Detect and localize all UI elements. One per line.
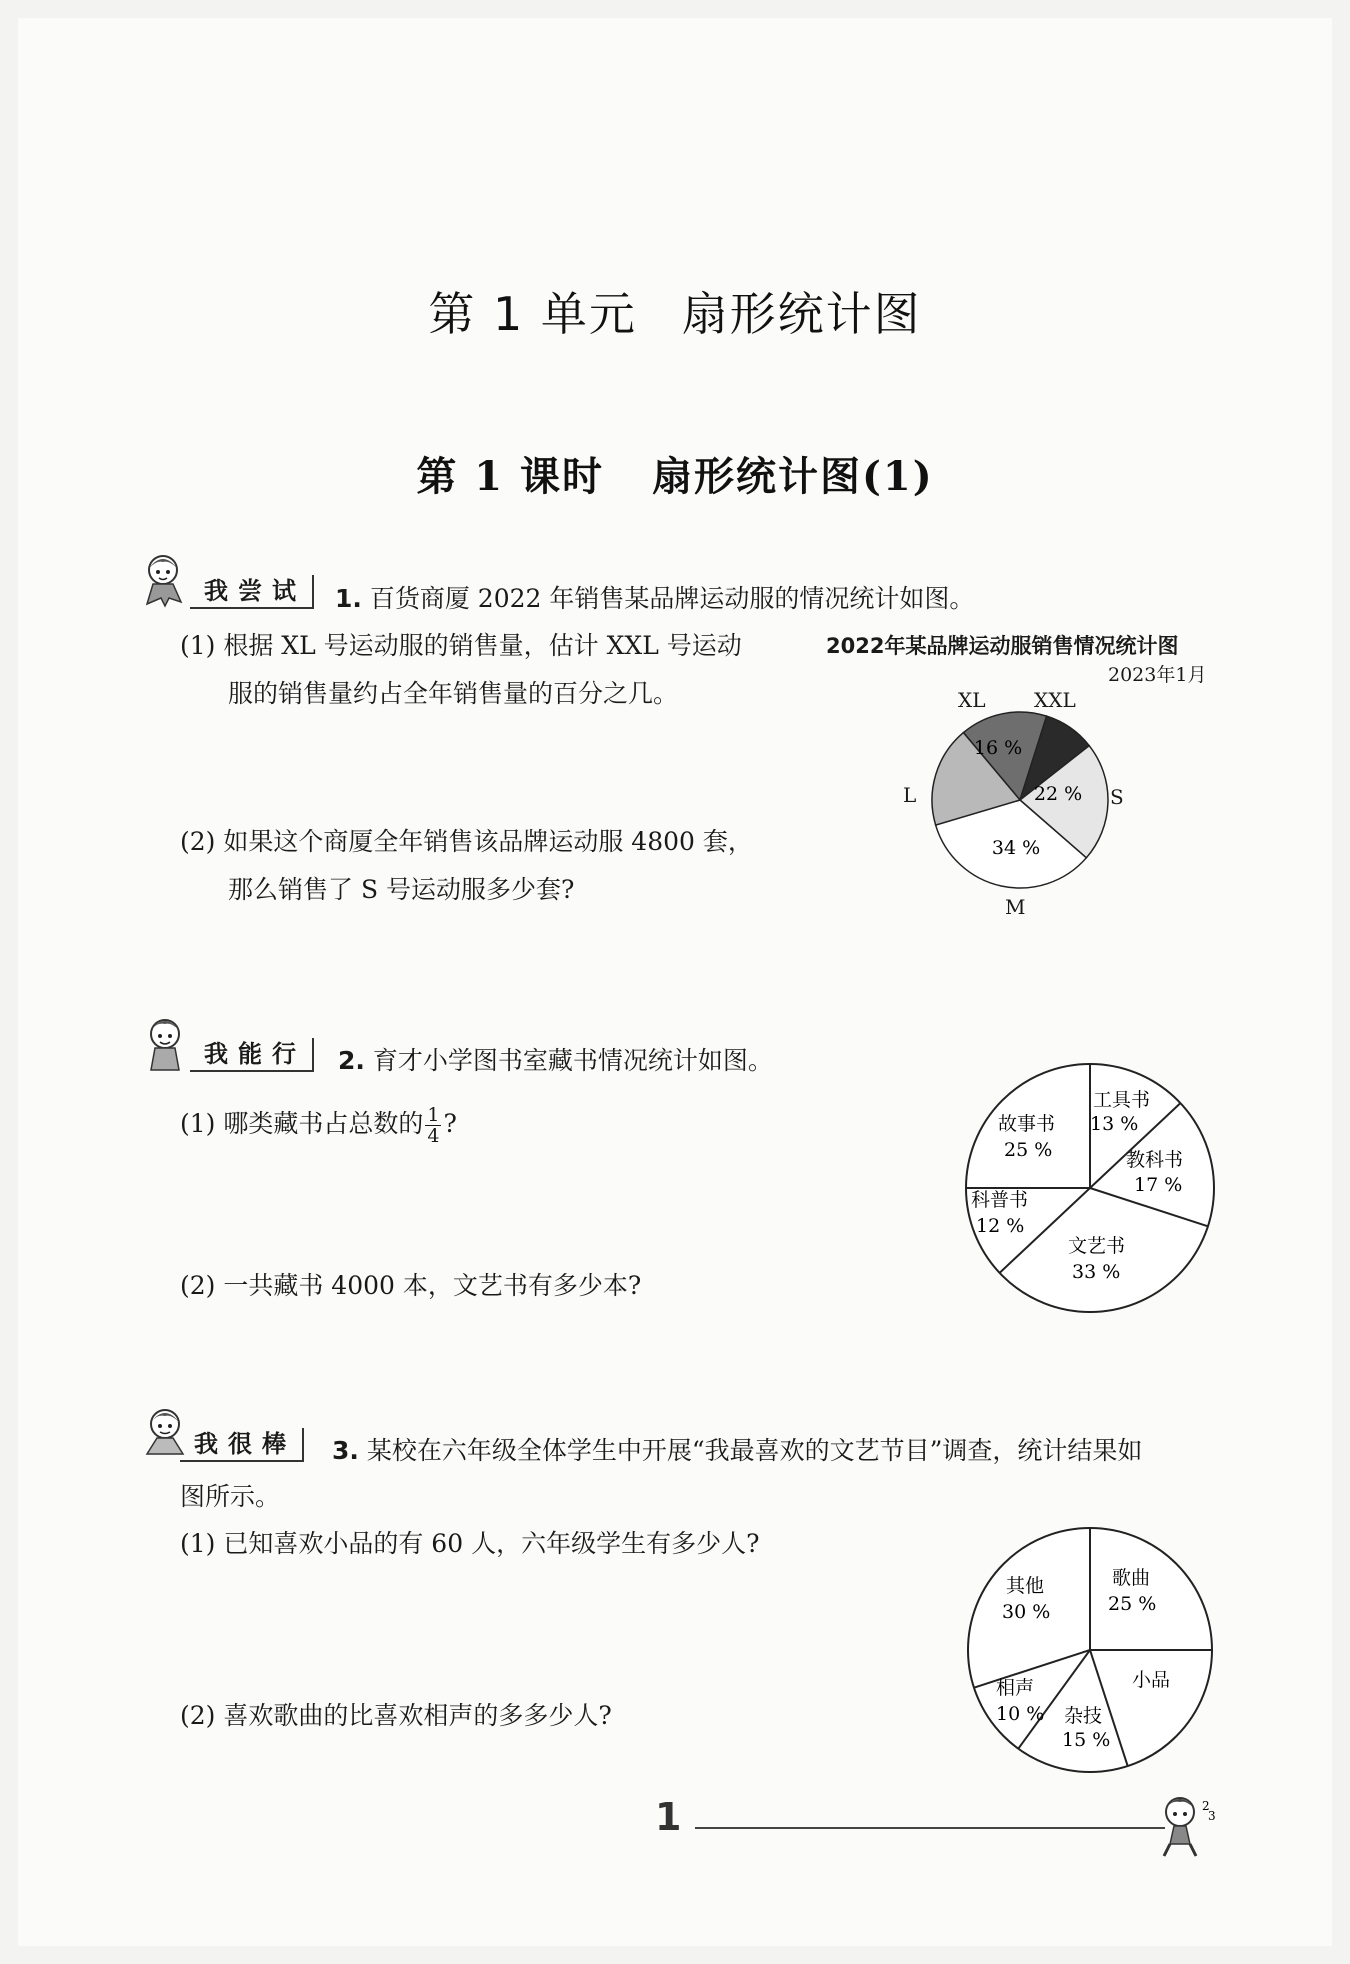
question-1-part-1: [180, 622, 820, 718]
pie-label-s: S: [1110, 785, 1124, 809]
frac-numerator: 1: [427, 1104, 440, 1126]
pie-label-m: M: [1005, 895, 1026, 919]
mascot-footer-icon: [1150, 1790, 1222, 1862]
q2-part1-after: ?: [443, 1109, 457, 1138]
question-3-prompt: [332, 1428, 1232, 1474]
question-3-text: 某校在六年级全体学生中开展“我最喜欢的文艺节目”调查，统计结果如: [366, 1436, 1143, 1465]
question-3-part-1: (1) 已知喜欢小品的有 60 人，六年级学生有多少人?: [180, 1529, 760, 1558]
svg-text:2: 2: [1202, 1799, 1210, 1813]
question-2-part-2: (2) 一共藏书 4000 本，文艺书有多少本?: [180, 1271, 642, 1300]
lesson-title: [0, 445, 1350, 502]
question-2-prompt: [338, 1038, 773, 1084]
chart-3-pie: [962, 1522, 1218, 1778]
pie3-value-other: 30 %: [1002, 1601, 1051, 1623]
pie-value-s: 22 %: [1033, 783, 1083, 805]
badge-great: 我很棒: [180, 1428, 304, 1462]
pie2-label-textbooks: 教科书: [1126, 1149, 1184, 1171]
pie3-value-crosstalk: 10 %: [996, 1703, 1045, 1725]
chart-2-pie: [960, 1058, 1220, 1318]
lesson-label: 第 1 课时: [416, 453, 605, 500]
pie3-label-songs: 歌曲: [1112, 1567, 1151, 1589]
question-1-number: 1.: [335, 584, 362, 613]
question-1-text: 百货商厦 2022 年销售某品牌运动服的情况统计如图。: [369, 584, 975, 613]
mascot-boy-icon: [135, 1012, 197, 1074]
question-2-part-1: [180, 1100, 457, 1148]
fraction-one-quarter: [425, 1105, 441, 1146]
pie-value-xl: 16 %: [973, 737, 1023, 759]
pie2-label-literature: 文艺书: [1068, 1235, 1126, 1257]
chart-1-date: 2023年1月: [1108, 664, 1207, 686]
q2-part1-before: (1) 哪类藏书占总数的: [180, 1109, 424, 1138]
pie2-value-tools: 13 %: [1090, 1113, 1139, 1135]
page-number: 1: [655, 1795, 682, 1839]
question-3-text-cont: 图所示。: [180, 1482, 281, 1511]
unit-title: [0, 278, 1350, 344]
question-2-number: 2.: [338, 1046, 365, 1075]
girl-mascot-icon: [135, 548, 197, 610]
pie3-value-acrobatics: 15 %: [1062, 1729, 1111, 1751]
badge-try: 我尝试: [190, 575, 314, 609]
pie2-value-science: 12 %: [976, 1215, 1025, 1237]
badge-can-do: 我能行: [190, 1038, 314, 1072]
pie3-value-songs: 25 %: [1108, 1593, 1157, 1615]
pie3-label-skits: 小品: [1132, 1669, 1171, 1691]
question-1-part-2: [180, 818, 820, 914]
unit-topic: 扇形统计图: [681, 287, 922, 341]
q1-part2-line2: 那么销售了 S 号运动服多少套?: [228, 875, 575, 904]
frac-denominator: 4: [427, 1125, 440, 1147]
q1-part2-line1: (2) 如果这个商厦全年销售该品牌运动服 4800 套，: [180, 827, 753, 856]
pie2-value-stories: 25 %: [1004, 1139, 1053, 1161]
pie3-label-crosstalk: 相声: [996, 1677, 1035, 1699]
unit-label: 第 1 单元: [428, 287, 637, 341]
pie2-label-science: 科普书: [971, 1189, 1029, 1211]
pie3-label-other: 其他: [1006, 1575, 1045, 1597]
pie2-value-textbooks: 17 %: [1134, 1174, 1183, 1196]
pie-label-xxl: XXL: [1034, 688, 1076, 712]
pie-value-m: 34 %: [991, 837, 1041, 859]
svg-text:3: 3: [1208, 1809, 1216, 1823]
pie2-label-tools: 工具书: [1093, 1089, 1151, 1111]
pie-label-l: L: [903, 783, 917, 807]
pie2-label-stories: 故事书: [998, 1113, 1056, 1135]
question-3-number: 3.: [332, 1436, 359, 1465]
question-1-prompt: [335, 576, 974, 622]
question-2-text: 育才小学图书室藏书情况统计如图。: [372, 1046, 773, 1075]
chart-1-pie: [900, 680, 1140, 920]
pie3-label-acrobatics: 杂技: [1064, 1705, 1103, 1727]
q1-part1-line2: 服的销售量约占全年销售量的百分之几。: [228, 679, 679, 708]
lesson-topic: 扇形统计图(1): [651, 453, 934, 500]
pie2-value-literature: 33 %: [1072, 1261, 1121, 1283]
question-3-part-2: (2) 喜欢歌曲的比喜欢相声的多多少人?: [180, 1701, 612, 1730]
footer-rule: [695, 1827, 1165, 1829]
chart-1-title: 2022年某品牌运动服销售情况统计图: [826, 634, 1179, 658]
q1-part1-line1: (1) 根据 XL 号运动服的销售量，估计 XXL 号运动: [180, 631, 742, 660]
pie-label-xl: XL: [958, 688, 986, 712]
